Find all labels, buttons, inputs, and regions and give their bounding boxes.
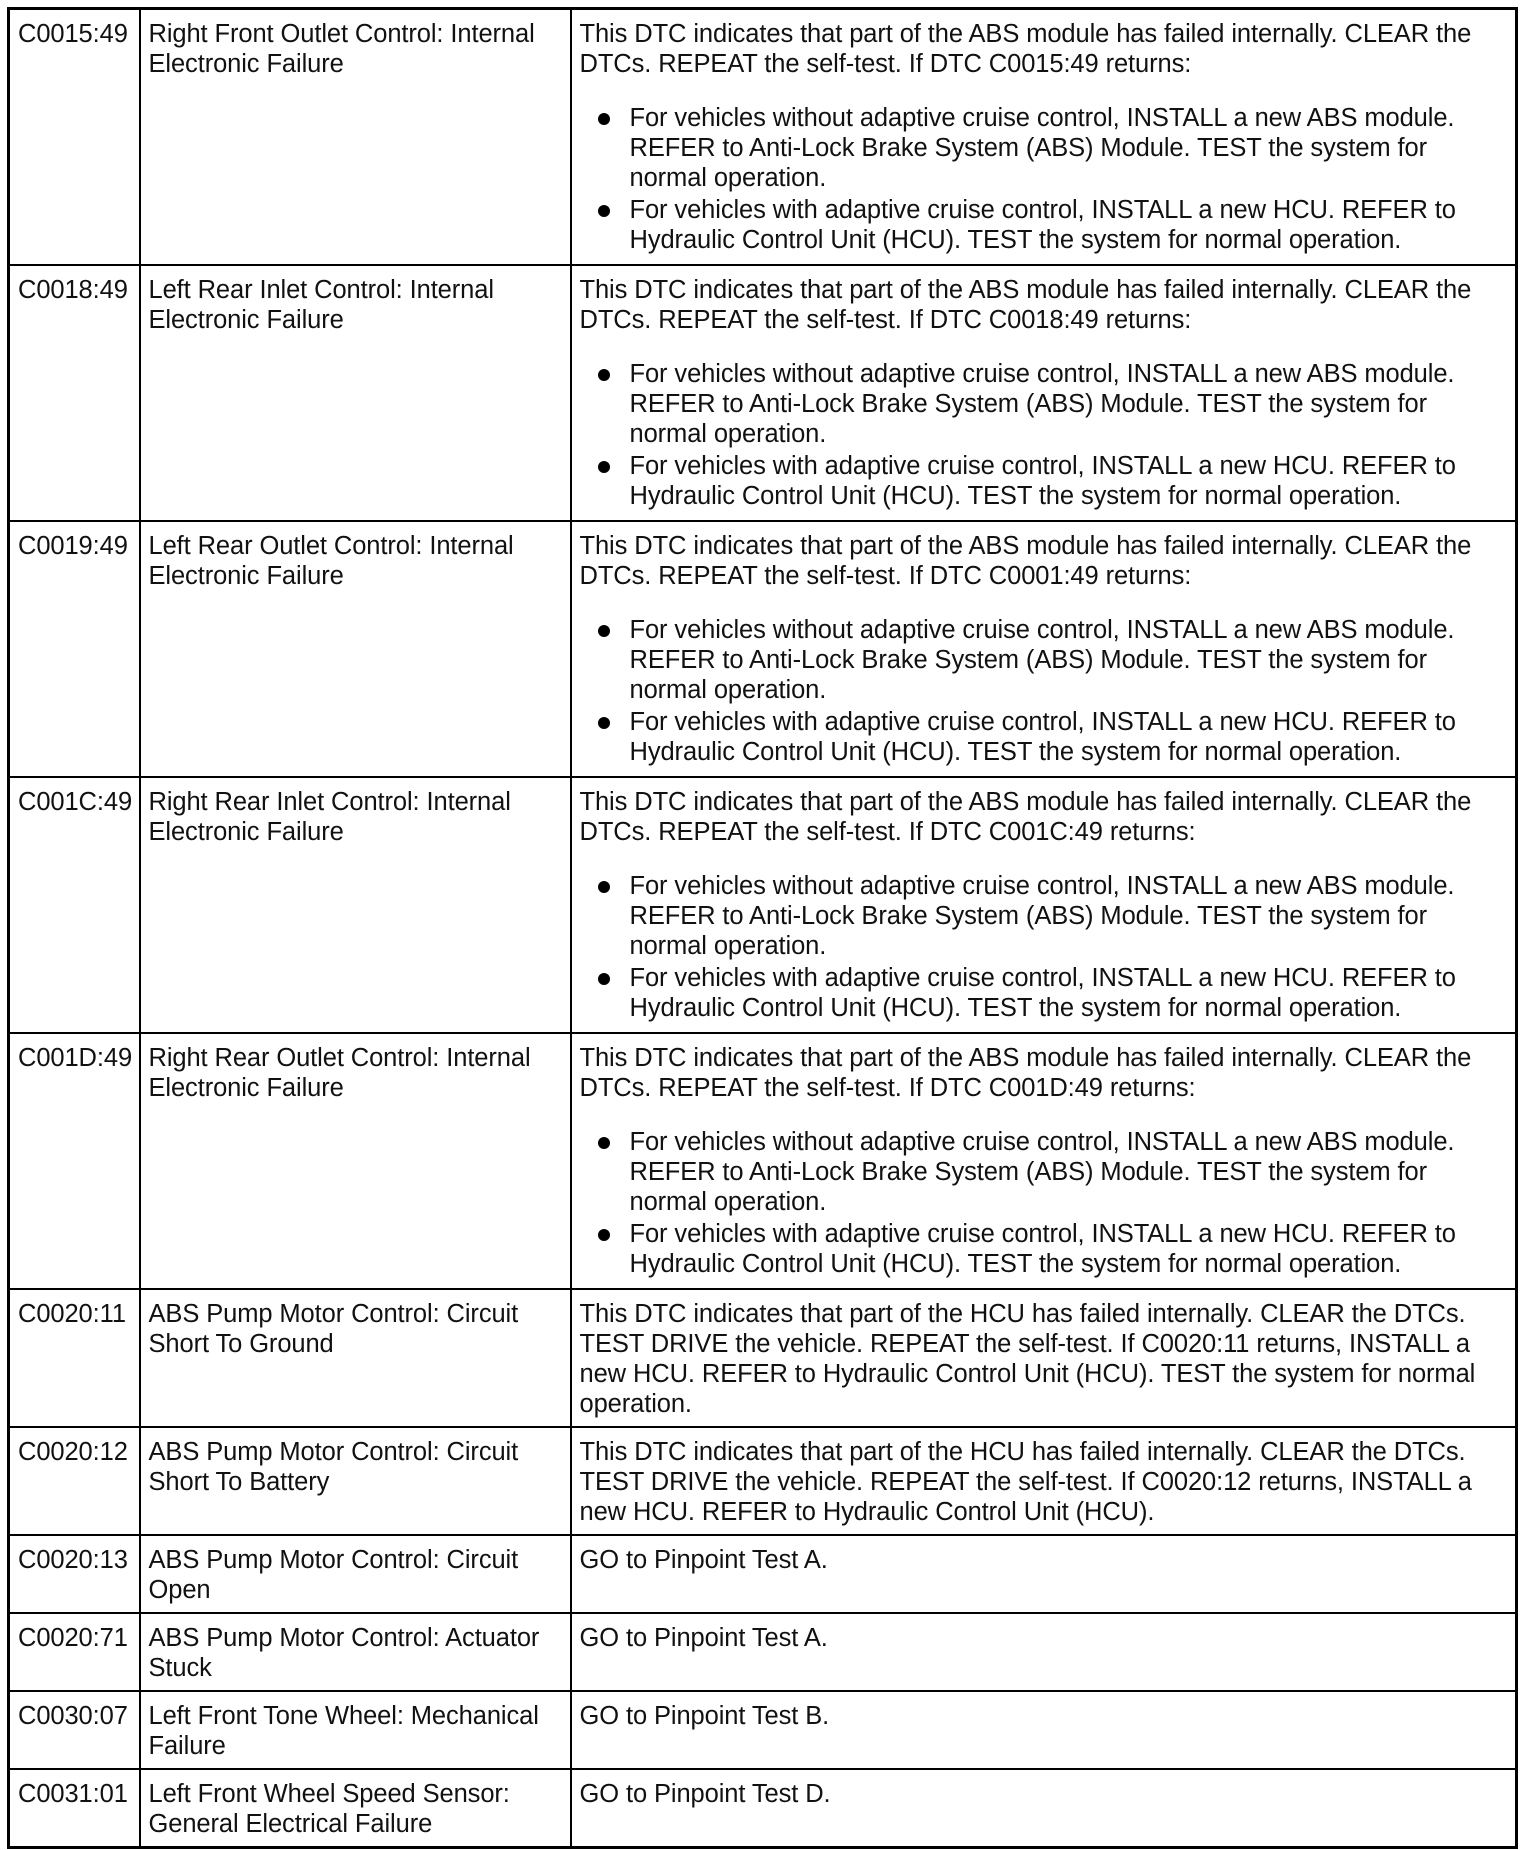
dtc-description: Right Front Outlet Control: Internal Electronic Failure bbox=[140, 9, 571, 266]
table-row bbox=[9, 265, 1517, 521]
dtc-action-text: GO to Pinpoint Test A. bbox=[579, 1546, 828, 1574]
dtc-action-text: This DTC indicates that part of the ABS module has failed internally. CLEAR the DTCs. REPEAT the self-test. If DTC C0001:49 returns: bbox=[579, 532, 1472, 590]
dtc-code: C0019:49 bbox=[9, 521, 140, 777]
table-row bbox=[9, 9, 1517, 266]
dtc-action-text: This DTC indicates that part of the HCU has failed internally. CLEAR the DTCs. TEST DRIVE the vehicle. REPEAT the self-test. If C0020:12 returns, INSTALL a new HCU. REFER to Hydraulic Control Unit (HCU). bbox=[579, 1438, 1472, 1526]
table-row bbox=[9, 1033, 1517, 1289]
dtc-action-cell bbox=[571, 1769, 1517, 1848]
bullet-text: For vehicles with adaptive cruise control, INSTALL a new HCU. REFER to Hydraulic Control Unit (HCU). TEST the system for normal operation. bbox=[629, 452, 1456, 510]
dtc-action-cell bbox=[571, 1613, 1517, 1691]
dtc-description: ABS Pump Motor Control: Circuit Short To Ground bbox=[140, 1289, 571, 1427]
dtc-code: C0020:11 bbox=[9, 1289, 140, 1427]
dtc-description: Left Rear Outlet Control: Internal Electronic Failure bbox=[140, 521, 571, 777]
bullet-text: For vehicles with adaptive cruise control, INSTALL a new HCU. REFER to Hydraulic Control Unit (HCU). TEST the system for normal operation. bbox=[629, 196, 1456, 254]
bullet-icon bbox=[598, 369, 610, 381]
list-item bbox=[580, 359, 1508, 449]
bullet-text: For vehicles with adaptive cruise control, INSTALL a new HCU. REFER to Hydraulic Control Unit (HCU). TEST the system for normal operation. bbox=[629, 1220, 1456, 1278]
dtc-description: ABS Pump Motor Control: Circuit Short To Battery bbox=[140, 1427, 571, 1535]
table-row bbox=[9, 1289, 1517, 1427]
dtc-table-body bbox=[9, 9, 1517, 1848]
dtc-code: C0020:13 bbox=[9, 1535, 140, 1613]
list-item bbox=[580, 963, 1508, 1023]
bullet-text: For vehicles without adaptive cruise control, INSTALL a new ABS module. REFER to Anti-Lock Brake System (ABS) Module. TEST the system for normal operation. bbox=[629, 872, 1455, 960]
dtc-code: C0030:07 bbox=[9, 1691, 140, 1769]
bullet-text: For vehicles with adaptive cruise control, INSTALL a new HCU. REFER to Hydraulic Control Unit (HCU). TEST the system for normal operation. bbox=[629, 708, 1456, 766]
dtc-action-cell bbox=[571, 1033, 1517, 1289]
dtc-action-cell bbox=[571, 777, 1517, 1033]
dtc-action-cell bbox=[571, 1427, 1517, 1535]
dtc-code: C0018:49 bbox=[9, 265, 140, 521]
action-bullet-list bbox=[580, 1127, 1508, 1279]
dtc-action-text: GO to Pinpoint Test B. bbox=[579, 1702, 830, 1730]
dtc-action-text: GO to Pinpoint Test D. bbox=[579, 1780, 831, 1808]
table-row bbox=[9, 521, 1517, 777]
bullet-icon bbox=[598, 1229, 610, 1241]
bullet-text: For vehicles without adaptive cruise control, INSTALL a new ABS module. REFER to Anti-Lock Brake System (ABS) Module. TEST the system for normal operation. bbox=[629, 616, 1455, 704]
dtc-action-text: GO to Pinpoint Test A. bbox=[579, 1624, 828, 1652]
list-item bbox=[580, 871, 1508, 961]
bullet-icon bbox=[598, 113, 610, 125]
dtc-action-cell bbox=[571, 521, 1517, 777]
dtc-code: C0020:71 bbox=[9, 1613, 140, 1691]
table-row bbox=[9, 1691, 1517, 1769]
action-bullet-list bbox=[580, 871, 1508, 1023]
dtc-action-cell bbox=[571, 265, 1517, 521]
dtc-description: Left Rear Inlet Control: Internal Electronic Failure bbox=[140, 265, 571, 521]
action-bullet-list bbox=[580, 615, 1508, 767]
dtc-description: ABS Pump Motor Control: Circuit Open bbox=[140, 1535, 571, 1613]
list-item bbox=[580, 707, 1508, 767]
dtc-action-cell bbox=[571, 1691, 1517, 1769]
bullet-text: For vehicles without adaptive cruise control, INSTALL a new ABS module. REFER to Anti-Lock Brake System (ABS) Module. TEST the system for normal operation. bbox=[629, 360, 1455, 448]
action-bullet-list bbox=[580, 359, 1508, 511]
action-bullet-list bbox=[580, 103, 1508, 255]
dtc-description: Right Rear Inlet Control: Internal Electronic Failure bbox=[140, 777, 571, 1033]
table-row bbox=[9, 1427, 1517, 1535]
bullet-text: For vehicles without adaptive cruise control, INSTALL a new ABS module. REFER to Anti-Lock Brake System (ABS) Module. TEST the system for normal operation. bbox=[629, 1128, 1455, 1216]
dtc-action-text: This DTC indicates that part of the ABS module has failed internally. CLEAR the DTCs. REPEAT the self-test. If DTC C0015:49 returns: bbox=[579, 20, 1472, 78]
list-item bbox=[580, 195, 1508, 255]
dtc-code: C0015:49 bbox=[9, 9, 140, 266]
dtc-action-text: This DTC indicates that part of the HCU has failed internally. CLEAR the DTCs. TEST DRIVE the vehicle. REPEAT the self-test. If C0020:11 returns, INSTALL a new HCU. REFER to Hydraulic Control Unit (HCU). TEST the system for normal operation. bbox=[579, 1300, 1476, 1418]
list-item bbox=[580, 1127, 1508, 1217]
dtc-description: ABS Pump Motor Control: Actuator Stuck bbox=[140, 1613, 571, 1691]
dtc-action-cell bbox=[571, 9, 1517, 266]
bullet-text: For vehicles with adaptive cruise control, INSTALL a new HCU. REFER to Hydraulic Control Unit (HCU). TEST the system for normal operation. bbox=[629, 964, 1456, 1022]
dtc-table bbox=[7, 7, 1518, 1849]
bullet-icon bbox=[598, 205, 610, 217]
dtc-code: C0020:12 bbox=[9, 1427, 140, 1535]
table-row bbox=[9, 1769, 1517, 1848]
dtc-description: Right Rear Outlet Control: Internal Electronic Failure bbox=[140, 1033, 571, 1289]
list-item bbox=[580, 103, 1508, 193]
list-item bbox=[580, 451, 1508, 511]
bullet-icon bbox=[598, 973, 610, 985]
bullet-icon bbox=[598, 881, 610, 893]
bullet-icon bbox=[598, 461, 610, 473]
dtc-code: C001C:49 bbox=[9, 777, 140, 1033]
dtc-description: Left Front Wheel Speed Sensor: General Electrical Failure bbox=[140, 1769, 571, 1848]
table-row bbox=[9, 1613, 1517, 1691]
dtc-action-text: This DTC indicates that part of the ABS module has failed internally. CLEAR the DTCs. REPEAT the self-test. If DTC C001D:49 returns: bbox=[579, 1044, 1472, 1102]
bullet-text: For vehicles without adaptive cruise control, INSTALL a new ABS module. REFER to Anti-Lock Brake System (ABS) Module. TEST the system for normal operation. bbox=[629, 104, 1455, 192]
dtc-action-cell bbox=[571, 1289, 1517, 1427]
list-item bbox=[580, 615, 1508, 705]
dtc-code: C0031:01 bbox=[9, 1769, 140, 1848]
list-item bbox=[580, 1219, 1508, 1279]
bullet-icon bbox=[598, 717, 610, 729]
dtc-action-text: This DTC indicates that part of the ABS module has failed internally. CLEAR the DTCs. REPEAT the self-test. If DTC C001C:49 returns: bbox=[579, 788, 1472, 846]
dtc-code: C001D:49 bbox=[9, 1033, 140, 1289]
table-row bbox=[9, 1535, 1517, 1613]
dtc-description: Left Front Tone Wheel: Mechanical Failure bbox=[140, 1691, 571, 1769]
dtc-action-cell bbox=[571, 1535, 1517, 1613]
table-row bbox=[9, 777, 1517, 1033]
bullet-icon bbox=[598, 1137, 610, 1149]
dtc-action-text: This DTC indicates that part of the ABS module has failed internally. CLEAR the DTCs. REPEAT the self-test. If DTC C0018:49 returns: bbox=[579, 276, 1472, 334]
bullet-icon bbox=[598, 625, 610, 637]
